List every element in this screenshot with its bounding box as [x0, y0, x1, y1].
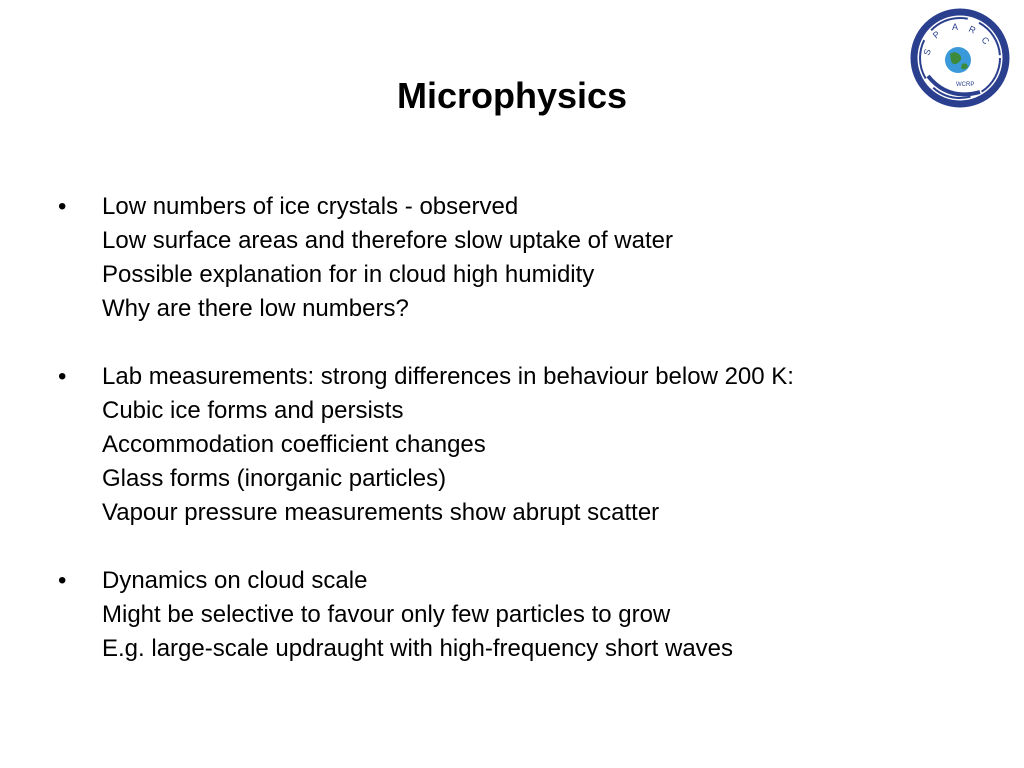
bullet-line: Cubic ice forms and persists — [102, 397, 404, 424]
bullet-line: Accommodation coefficient changes — [102, 431, 486, 458]
sparc-wcrp-logo-icon — [908, 6, 1012, 110]
bullet-list — [58, 190, 988, 700]
bullet-marker: • — [58, 567, 67, 594]
bullet-line: Low numbers of ice crystals - observed — [102, 193, 519, 220]
svg-text:A: A — [952, 22, 959, 32]
svg-text:P: P — [930, 29, 942, 41]
slide-title: Microphysics — [396, 75, 628, 116]
bullet-item — [58, 564, 988, 666]
svg-text:WCRP: WCRP — [956, 82, 975, 88]
bullet-line: Low surface areas and therefore slow uptake of water — [102, 227, 673, 254]
bullet-line: E.g. large-scale updraught with high-frequency short waves — [102, 635, 734, 662]
svg-text:R: R — [967, 23, 978, 36]
bullet-line: Glass forms (inorganic particles) — [102, 465, 447, 492]
bullet-marker: • — [58, 193, 67, 220]
bullet-marker: • — [58, 363, 67, 390]
bullet-item — [58, 360, 988, 530]
svg-text:S: S — [921, 47, 933, 57]
bullet-item — [58, 190, 988, 326]
bullet-line: Lab measurements: strong differences in behaviour below 200 K: — [102, 363, 794, 390]
bullet-line: Why are there low numbers? — [102, 295, 409, 322]
bullet-line: Might be selective to favour only few particles to grow — [102, 601, 671, 628]
bullet-line: Possible explanation for in cloud high humidity — [102, 261, 595, 288]
bullet-line: Vapour pressure measurements show abrupt scatter — [102, 499, 660, 526]
bullet-line: Dynamics on cloud scale — [102, 567, 368, 594]
svg-text:C: C — [979, 34, 992, 47]
